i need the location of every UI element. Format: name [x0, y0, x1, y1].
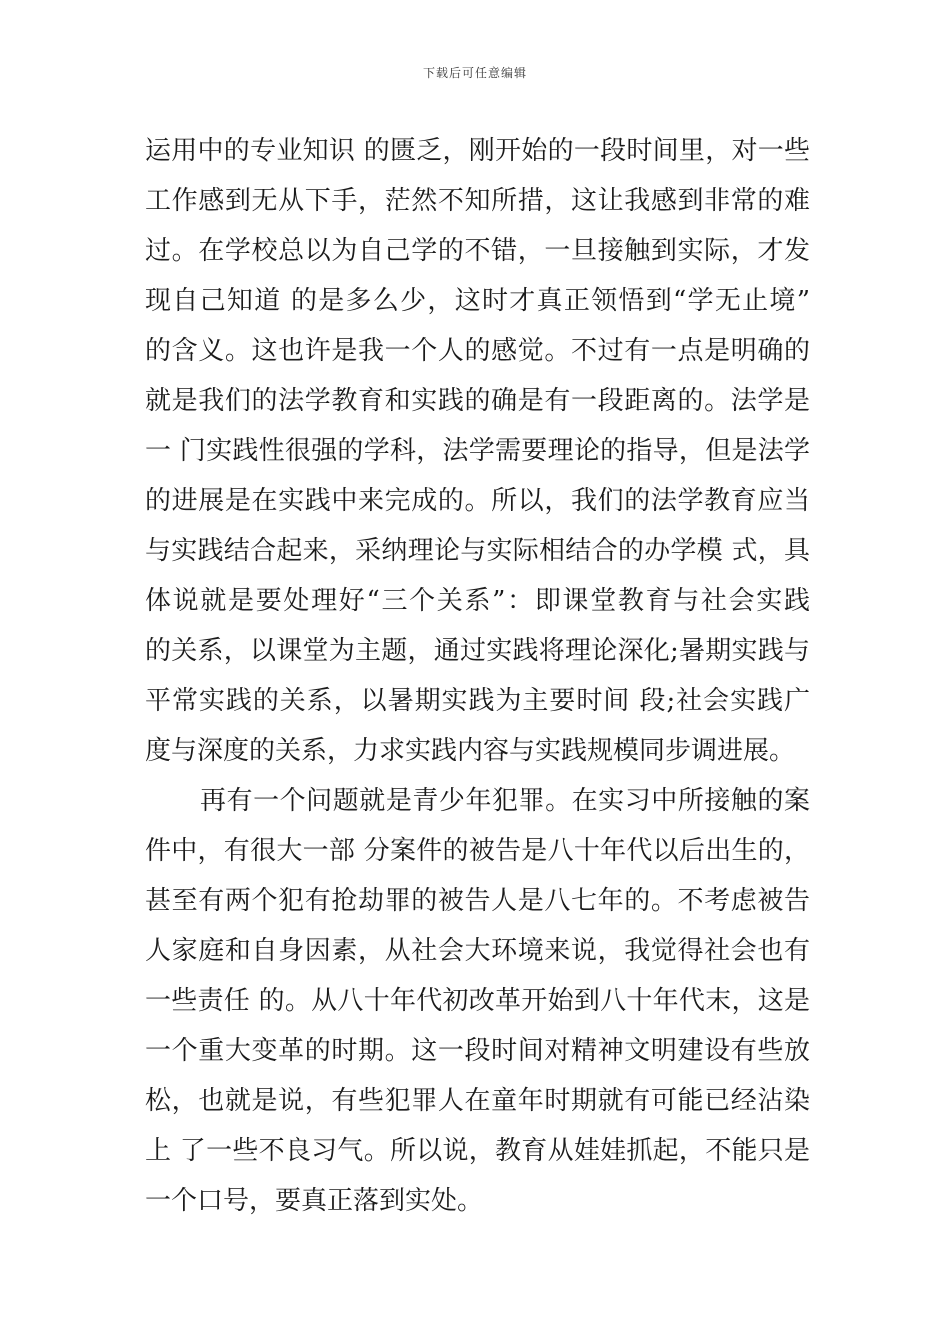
text-line: 的含义。这也许是我一个人的感觉。不过有一点是明确的	[145, 336, 810, 366]
text-line: 的进展是在实践中来完成的。所以，我们的法学教育应当	[145, 486, 810, 516]
text-line: 体说就是要处理好“三个关系”：即课堂教育与社会实践	[145, 586, 810, 616]
text-line: 工作感到无从下手，茫然不知所措，这让我感到非常的难	[145, 186, 810, 216]
text-line: 一些责任 的。从八十年代初改革开始到八十年代末，这是	[145, 986, 810, 1016]
page-header: 下载后可任意编辑	[422, 66, 527, 80]
paragraph-1	[145, 126, 810, 776]
text-line: 一个口号，要真正落到实处。	[145, 1186, 484, 1216]
text-line: 与实践结合起来，采纳理论与实际相结合的办学模 式，具	[145, 536, 810, 566]
text-line: 的关系，以课堂为主题，通过实践将理论深化;暑期实践与	[145, 636, 810, 666]
text-line: 就是我们的法学教育和实践的确是有一段距离的。法学是	[145, 386, 810, 416]
text-line: 平常实践的关系，以暑期实践为主要时间 段;社会实践广	[145, 686, 810, 716]
text-line: 一个重大变革的时期。这一段时间对精神文明建设有些放	[145, 1036, 810, 1066]
text-line: 上 了一些不良习气。所以说，教育从娃娃抓起，不能只是	[145, 1136, 810, 1166]
text-line: 人家庭和自身因素，从社会大环境来说，我觉得社会也有	[145, 936, 810, 966]
text-line: 运用中的专业知识 的匮乏，刚开始的一段时间里，对一些	[145, 136, 810, 166]
paragraph-2	[145, 776, 810, 1226]
text-line: 一 门实践性很强的学科，法学需要理论的指导，但是法学	[145, 436, 810, 466]
text-line: 再有一个问题就是青少年犯罪。在实习中所接触的案	[200, 786, 810, 816]
body-text	[145, 126, 810, 1226]
text-line: 松，也就是说，有些犯罪人在童年时期就有可能已经沾染	[145, 1086, 810, 1116]
text-line: 过。在学校总以为自己学的不错，一旦接触到实际，才发	[145, 236, 810, 266]
text-line: 件中，有很大一部 分案件的被告是八十年代以后出生的，	[145, 836, 810, 866]
text-line: 现自己知道 的是多么少，这时才真正领悟到“学无止境”	[145, 286, 810, 316]
text-line: 甚至有两个犯有抢劫罪的被告人是八七年的。不考虑被告	[145, 886, 810, 916]
text-line: 度与深度的关系，力求实践内容与实践规模同步调进展。	[145, 736, 796, 766]
